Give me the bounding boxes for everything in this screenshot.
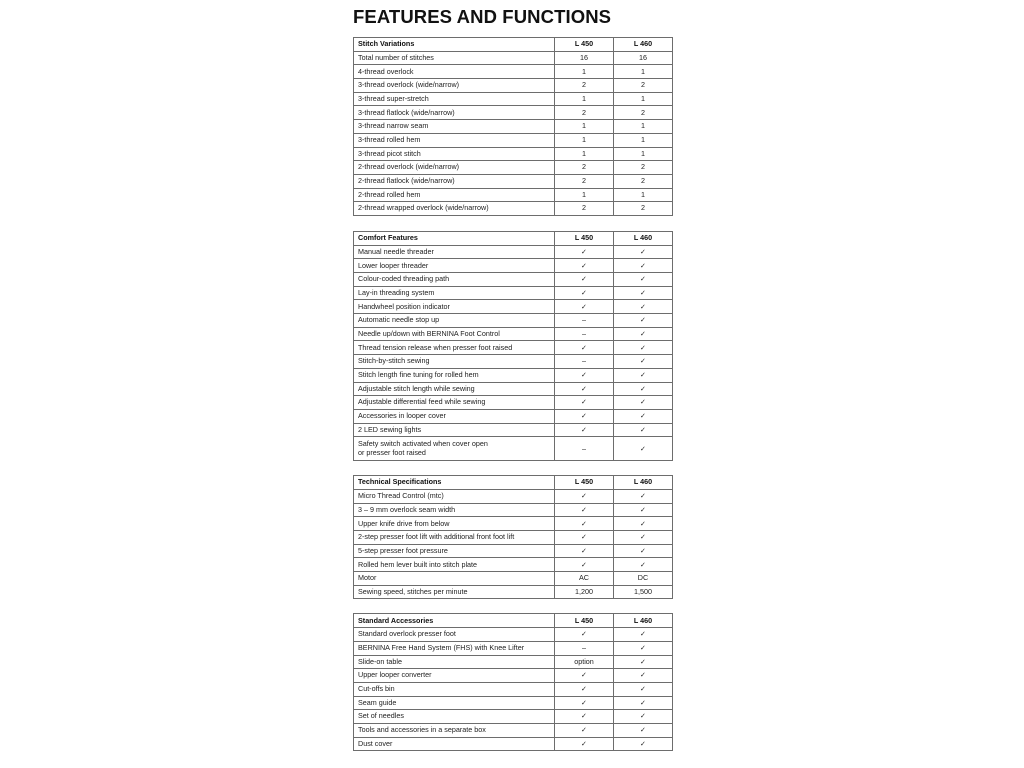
table-row [354, 437, 673, 461]
l450-value: 1 [555, 147, 614, 161]
table-row [354, 314, 673, 328]
l450-value: 16 [555, 51, 614, 65]
feature-label: Stitch length fine tuning for rolled hem [354, 368, 555, 382]
feature-label: Manual needle threader [354, 245, 555, 259]
l450-value: ✓ [555, 300, 614, 314]
l460-value: ✓ [614, 300, 673, 314]
table-row [354, 188, 673, 202]
stitch-variations-table [353, 37, 673, 216]
table-row [354, 572, 673, 586]
l450-value: 2 [555, 161, 614, 175]
feature-label: 2-thread rolled hem [354, 188, 555, 202]
table-row [354, 147, 673, 161]
feature-label: Dust cover [354, 737, 555, 751]
column-header-l460: L 460 [614, 476, 673, 490]
feature-label: Set of needles [354, 710, 555, 724]
table-header-row [354, 476, 673, 490]
feature-label: Adjustable stitch length while sewing [354, 382, 555, 396]
l460-value: ✓ [614, 245, 673, 259]
l460-value: ✓ [614, 682, 673, 696]
l460-value: 1 [614, 147, 673, 161]
l460-value: ✓ [614, 273, 673, 287]
feature-label: 2-thread flatlock (wide/narrow) [354, 174, 555, 188]
table-row [354, 723, 673, 737]
l460-value: ✓ [614, 259, 673, 273]
l460-value: 1 [614, 188, 673, 202]
l450-value: ✓ [555, 558, 614, 572]
l460-value: ✓ [614, 423, 673, 437]
feature-label: Cut-offs bin [354, 682, 555, 696]
l450-value: ✓ [555, 682, 614, 696]
l450-value: – [555, 314, 614, 328]
l460-value: ✓ [614, 409, 673, 423]
l450-value: 2 [555, 202, 614, 216]
table-heading: Technical Specifications [354, 476, 555, 490]
table-row [354, 409, 673, 423]
feature-label: Slide-on table [354, 655, 555, 669]
feature-label: Needle up/down with BERNINA Foot Control [354, 327, 555, 341]
table-row [354, 489, 673, 503]
l450-value: ✓ [555, 382, 614, 396]
column-header-l450: L 450 [555, 231, 614, 245]
l460-value: ✓ [614, 669, 673, 683]
table-header-row [354, 38, 673, 52]
table-row [354, 544, 673, 558]
table-row [354, 120, 673, 134]
table-row [354, 517, 673, 531]
l460-value: 1,500 [614, 585, 673, 599]
column-header-l460: L 460 [614, 231, 673, 245]
feature-label-line1: Safety switch activated when cover open [358, 439, 488, 449]
l460-value: ✓ [614, 327, 673, 341]
table-row [354, 106, 673, 120]
table-row [354, 161, 673, 175]
table-row [354, 710, 673, 724]
feature-label: Lower looper threader [354, 259, 555, 273]
table-row [354, 341, 673, 355]
feature-label: 3-thread rolled hem [354, 133, 555, 147]
table-row [354, 585, 673, 599]
table-heading: Stitch Variations [354, 38, 555, 52]
feature-label: 3-thread flatlock (wide/narrow) [354, 106, 555, 120]
l460-value: ✓ [614, 314, 673, 328]
table-row [354, 531, 673, 545]
feature-label: 3-thread overlock (wide/narrow) [354, 79, 555, 93]
l450-value: 2 [555, 106, 614, 120]
l460-value: ✓ [614, 655, 673, 669]
l450-value: ✓ [555, 489, 614, 503]
table-heading: Standard Accessories [354, 614, 555, 628]
table-row [354, 396, 673, 410]
l450-value: – [555, 355, 614, 369]
l450-value: ✓ [555, 503, 614, 517]
l460-value: ✓ [614, 737, 673, 751]
table-row [354, 558, 673, 572]
l460-value: 1 [614, 92, 673, 106]
feature-label: Adjustable differential feed while sewing [354, 396, 555, 410]
table-row [354, 737, 673, 751]
technical-specifications-table [353, 475, 673, 599]
l450-value: ✓ [555, 273, 614, 287]
table-row [354, 423, 673, 437]
l450-value: ✓ [555, 286, 614, 300]
l460-value: ✓ [614, 355, 673, 369]
l450-value: ✓ [555, 517, 614, 531]
l460-value: ✓ [614, 696, 673, 710]
l450-value: 2 [555, 79, 614, 93]
table-row [354, 202, 673, 216]
comfort-features-table [353, 231, 673, 461]
feature-label: Accessories in looper cover [354, 409, 555, 423]
l450-value: 1 [555, 133, 614, 147]
feature-label: Sewing speed, stitches per minute [354, 585, 555, 599]
feature-label [354, 437, 555, 461]
table-row [354, 327, 673, 341]
l460-value: 16 [614, 51, 673, 65]
feature-label: 5-step presser foot pressure [354, 544, 555, 558]
table-row [354, 245, 673, 259]
l450-value: 1 [555, 120, 614, 134]
table-row [354, 79, 673, 93]
feature-label: 3-thread picot stitch [354, 147, 555, 161]
feature-label: Handwheel position indicator [354, 300, 555, 314]
l460-value: ✓ [614, 710, 673, 724]
l460-value: ✓ [614, 544, 673, 558]
l450-value: ✓ [555, 710, 614, 724]
table-row [354, 368, 673, 382]
feature-label: BERNINA Free Hand System (FHS) with Knee Lifter [354, 641, 555, 655]
table-row [354, 174, 673, 188]
l460-value: ✓ [614, 628, 673, 642]
table-row [354, 669, 673, 683]
feature-label: Upper knife drive from below [354, 517, 555, 531]
feature-label: Upper looper converter [354, 669, 555, 683]
l450-value: – [555, 641, 614, 655]
column-header-l460: L 460 [614, 38, 673, 52]
table-header-row [354, 231, 673, 245]
table-row [354, 286, 673, 300]
l450-value: ✓ [555, 368, 614, 382]
l450-value: ✓ [555, 723, 614, 737]
l450-value: 1,200 [555, 585, 614, 599]
feature-label: Seam guide [354, 696, 555, 710]
table-header-row [354, 614, 673, 628]
table-row [354, 682, 673, 696]
l450-value: ✓ [555, 544, 614, 558]
l460-value: ✓ [614, 531, 673, 545]
table-row [354, 133, 673, 147]
l460-value: ✓ [614, 286, 673, 300]
l460-value: ✓ [614, 341, 673, 355]
page-title: FEATURES AND FUNCTIONS [353, 6, 612, 27]
l450-value: ✓ [555, 628, 614, 642]
l460-value: ✓ [614, 382, 673, 396]
feature-label: Tools and accessories in a separate box [354, 723, 555, 737]
column-header-l460: L 460 [614, 614, 673, 628]
l450-value: – [555, 437, 614, 461]
l450-value: ✓ [555, 423, 614, 437]
table-row [354, 355, 673, 369]
feature-label: 2-thread overlock (wide/narrow) [354, 161, 555, 175]
feature-label: Standard overlock presser foot [354, 628, 555, 642]
table-row [354, 92, 673, 106]
table-row [354, 628, 673, 642]
feature-label: 4-thread overlock [354, 65, 555, 79]
feature-label: 3-thread super-stretch [354, 92, 555, 106]
feature-tables [353, 37, 673, 765]
column-header-l450: L 450 [555, 38, 614, 52]
l450-value: ✓ [555, 259, 614, 273]
l460-value: DC [614, 572, 673, 586]
l460-value: ✓ [614, 723, 673, 737]
table-heading: Comfort Features [354, 231, 555, 245]
l450-value: ✓ [555, 396, 614, 410]
l460-value: ✓ [614, 396, 673, 410]
feature-label: Rolled hem lever built into stitch plate [354, 558, 555, 572]
l450-value: AC [555, 572, 614, 586]
l460-value: ✓ [614, 503, 673, 517]
table-row [354, 300, 673, 314]
feature-label: 2 LED sewing lights [354, 423, 555, 437]
l450-value: 1 [555, 92, 614, 106]
feature-label: Total number of stitches [354, 51, 555, 65]
l460-value: ✓ [614, 641, 673, 655]
table-row [354, 382, 673, 396]
l450-value: ✓ [555, 341, 614, 355]
feature-label: Lay-in threading system [354, 286, 555, 300]
l460-value: ✓ [614, 437, 673, 461]
l450-value: option [555, 655, 614, 669]
l450-value: ✓ [555, 669, 614, 683]
table-row [354, 641, 673, 655]
feature-label: Automatic needle stop up [354, 314, 555, 328]
feature-label: Motor [354, 572, 555, 586]
l450-value: ✓ [555, 409, 614, 423]
feature-label: 2-thread wrapped overlock (wide/narrow) [354, 202, 555, 216]
table-row [354, 273, 673, 287]
l450-value: 1 [555, 188, 614, 202]
l450-value: ✓ [555, 696, 614, 710]
feature-label: 3 – 9 mm overlock seam width [354, 503, 555, 517]
l460-value: ✓ [614, 489, 673, 503]
column-header-l450: L 450 [555, 476, 614, 490]
feature-label: Colour-coded threading path [354, 273, 555, 287]
table-row [354, 696, 673, 710]
l460-value: ✓ [614, 558, 673, 572]
feature-label: Micro Thread Control (mtc) [354, 489, 555, 503]
feature-label: Stitch-by-stitch sewing [354, 355, 555, 369]
l450-value: 2 [555, 174, 614, 188]
l450-value: ✓ [555, 245, 614, 259]
feature-label: 3-thread narrow seam [354, 120, 555, 134]
l460-value: ✓ [614, 517, 673, 531]
feature-label: 2-step presser foot lift with additional front foot lift [354, 531, 555, 545]
standard-accessories-table [353, 613, 673, 751]
l450-value: ✓ [555, 737, 614, 751]
l460-value: 1 [614, 120, 673, 134]
l460-value: 1 [614, 65, 673, 79]
l450-value: 1 [555, 65, 614, 79]
table-row [354, 655, 673, 669]
l450-value: ✓ [555, 531, 614, 545]
l460-value: 2 [614, 79, 673, 93]
table-row [354, 65, 673, 79]
table-row [354, 259, 673, 273]
l460-value: 1 [614, 133, 673, 147]
l460-value: 2 [614, 161, 673, 175]
feature-label-line2: or presser foot raised [358, 447, 426, 457]
l460-value: 2 [614, 174, 673, 188]
l450-value: – [555, 327, 614, 341]
table-row [354, 51, 673, 65]
column-header-l450: L 450 [555, 614, 614, 628]
l460-value: 2 [614, 106, 673, 120]
l460-value: 2 [614, 202, 673, 216]
l460-value: ✓ [614, 368, 673, 382]
table-row [354, 503, 673, 517]
feature-label: Thread tension release when presser foot raised [354, 341, 555, 355]
